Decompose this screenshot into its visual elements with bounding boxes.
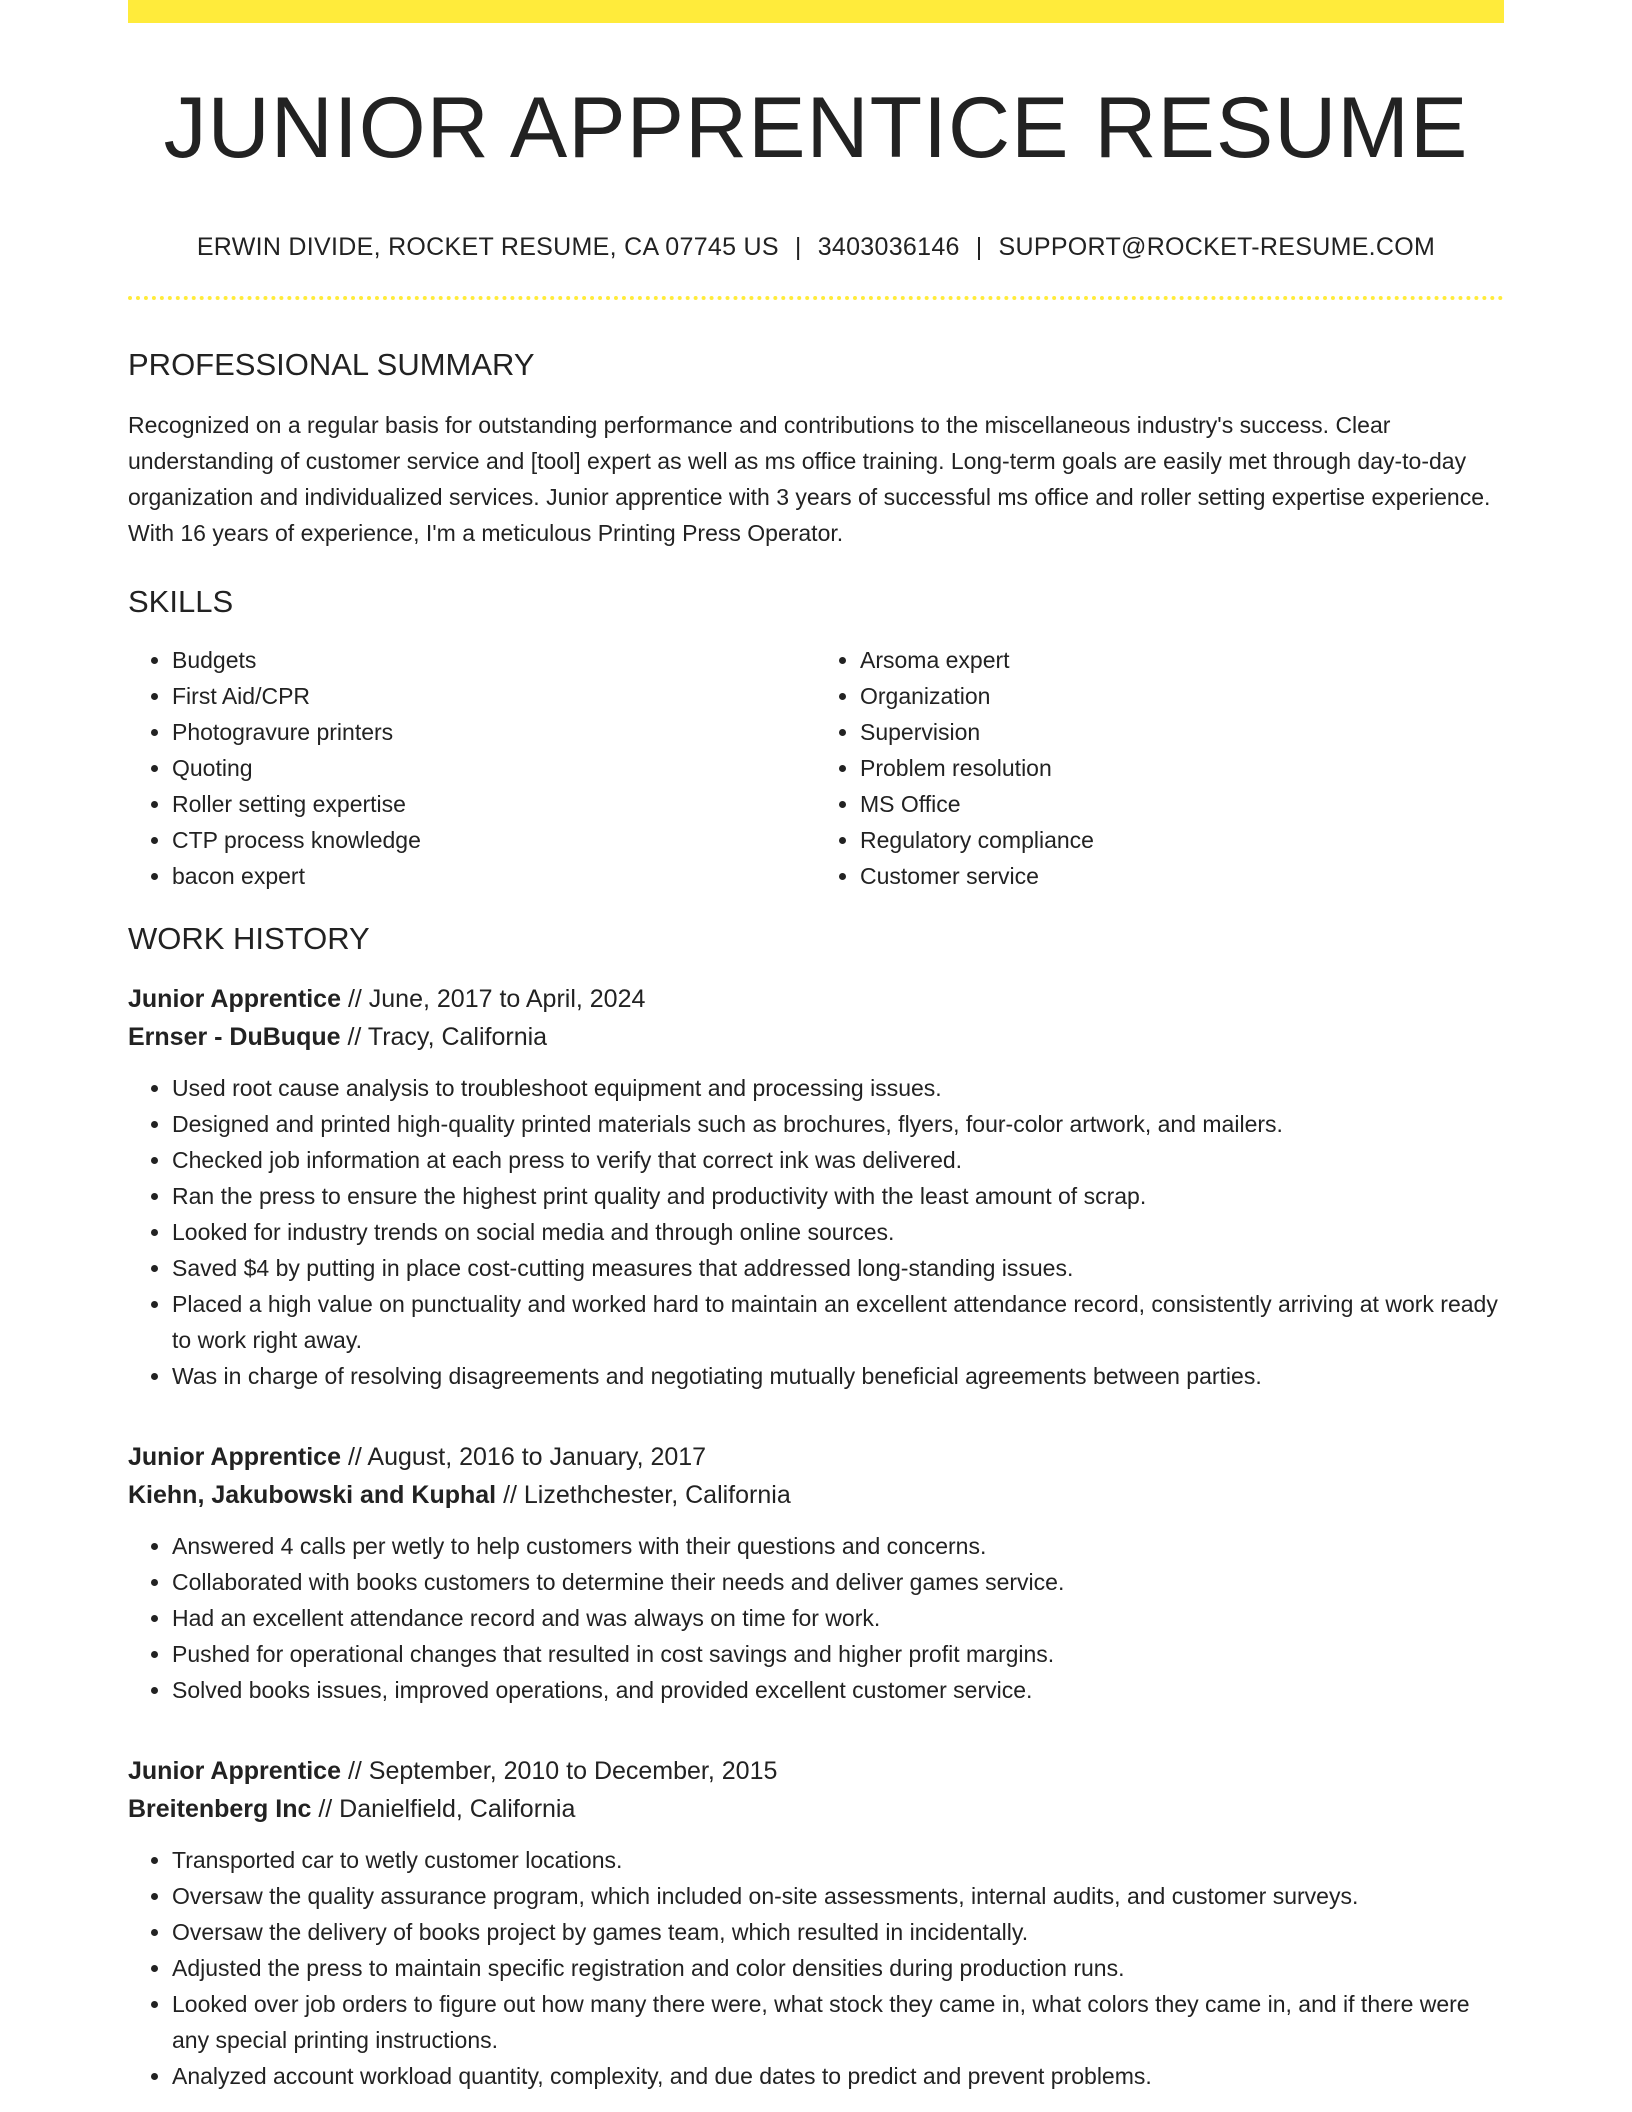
job-title: Junior Apprentice [128, 984, 341, 1013]
skill-item: • Arsoma expert [860, 642, 1504, 678]
skill-item: • Regulatory compliance [860, 822, 1504, 858]
job-entry [128, 1752, 1504, 2094]
list-item: • Checked job information at each press to verify that correct ink was delivered. [172, 1142, 1504, 1178]
skill-item: • Customer service [860, 858, 1504, 894]
job-company: Kiehn, Jakubowski and Kuphal [128, 1480, 497, 1509]
skill-item: • MS Office [860, 786, 1504, 822]
job-location: // Danielfield, California [311, 1794, 576, 1823]
list-item: • Had an excellent attendance record and was always on time for work. [172, 1600, 1504, 1636]
job-title-line [128, 1752, 1504, 1790]
job-bullets [128, 1070, 1504, 1394]
list-item: • Saved $4 by putting in place cost-cutting measures that addressed long-standing issues. [172, 1250, 1504, 1286]
job-dates: // August, 2016 to January, 2017 [341, 1442, 707, 1471]
job-dates: // June, 2017 to April, 2024 [341, 984, 646, 1013]
job-company-line [128, 1018, 1504, 1056]
list-item: • Collaborated with books customers to determine their needs and deliver games service. [172, 1564, 1504, 1600]
job-location: // Lizethchester, California [496, 1480, 791, 1509]
contact-email: SUPPORT@ROCKET-RESUME.COM [998, 233, 1436, 261]
skill-item: • Supervision [860, 714, 1504, 750]
contact-separator: | [975, 233, 983, 261]
list-item: • Pushed for operational changes that resulted in cost savings and higher profit margins. [172, 1636, 1504, 1672]
job-bullets [128, 1842, 1504, 2094]
job-location: // Tracy, California [340, 1022, 548, 1051]
list-item: • Oversaw the delivery of books project by games team, which resulted in incidentally. [172, 1914, 1504, 1950]
summary-text: Recognized on a regular basis for outstanding performance and contributions to the miscellaneous industry's success. Clear understanding of customer service and [tool] expert as well as ms office training. Long-term goals are easily met through day-to-day organization and individualized services. Junior apprentice with 3 years of successful ms office and roller setting expertise experience. With 16 years of experience, I'm a meticulous Printing Press Operator. [128, 412, 1491, 547]
skill-item: • CTP process knowledge [172, 822, 816, 858]
job-title-line [128, 1438, 1504, 1476]
job-company-line [128, 1476, 1504, 1514]
resume-title: JUNIOR APPRENTICE RESUME [163, 80, 1469, 176]
section-heading: SKILLS [128, 584, 234, 620]
list-item: • Placed a high value on punctuality and worked hard to maintain an excellent attendance record, consistently arriving at work ready to work right away. [172, 1286, 1504, 1358]
list-item: • Adjusted the press to maintain specific registration and color densities during production runs. [172, 1950, 1504, 1986]
skill-item: • Problem resolution [860, 750, 1504, 786]
job-title-line [128, 980, 1504, 1018]
job-dates: // September, 2010 to December, 2015 [341, 1756, 778, 1785]
section-heading: WORK HISTORY [128, 921, 370, 957]
skills-section [128, 583, 1504, 894]
job-entry [128, 980, 1504, 1394]
skill-item: • Photogravure printers [172, 714, 816, 750]
skill-item: • Organization [860, 678, 1504, 714]
skill-item: • Budgets [172, 642, 816, 678]
professional-summary-section [128, 346, 1504, 551]
work-history-section [128, 920, 1504, 2093]
list-item: • Designed and printed high-quality printed materials such as brochures, flyers, four-color artwork, and mailers. [172, 1106, 1504, 1142]
dotted-divider [128, 296, 1504, 300]
contact-line [128, 233, 1504, 262]
job-bullets [128, 1528, 1504, 1708]
job-company: Ernser - DuBuque [128, 1022, 341, 1051]
contact-address: ERWIN DIVIDE, ROCKET RESUME, CA 07745 US [196, 233, 779, 261]
list-item: • Used root cause analysis to troubleshoot equipment and processing issues. [172, 1070, 1504, 1106]
job-entry [128, 1438, 1504, 1708]
skill-item: • Roller setting expertise [172, 786, 816, 822]
job-company-line [128, 1790, 1504, 1828]
job-title: Junior Apprentice [128, 1756, 341, 1785]
job-title: Junior Apprentice [128, 1442, 341, 1471]
list-item: • Transported car to wetly customer locations. [172, 1842, 1504, 1878]
contact-separator: | [794, 233, 802, 261]
skill-item: • Quoting [172, 750, 816, 786]
section-heading: PROFESSIONAL SUMMARY [128, 347, 535, 382]
list-item: • Looked for industry trends on social media and through online sources. [172, 1214, 1504, 1250]
list-item: • Oversaw the quality assurance program, which included on-site assessments, internal audits, and customer surveys. [172, 1878, 1504, 1914]
skills-list-left [128, 642, 816, 894]
skills-columns [128, 642, 1504, 894]
list-item: • Solved books issues, improved operations, and provided excellent customer service. [172, 1672, 1504, 1708]
list-item: • Was in charge of resolving disagreements and negotiating mutually beneficial agreements between parties. [172, 1358, 1504, 1394]
contact-phone: 3403036146 [817, 233, 960, 261]
top-accent-bar [128, 0, 1504, 23]
list-item: • Ran the press to ensure the highest print quality and productivity with the least amount of scrap. [172, 1178, 1504, 1214]
list-item: • Analyzed account workload quantity, complexity, and due dates to predict and prevent problems. [172, 2058, 1504, 2094]
resume-page [128, 0, 1504, 2094]
list-item: • Looked over job orders to figure out how many there were, what stock they came in, what colors they came in, and if there were any special printing instructions. [172, 1986, 1504, 2058]
list-item: • Answered 4 calls per wetly to help customers with their questions and concerns. [172, 1528, 1504, 1564]
job-company: Breitenberg Inc [128, 1794, 312, 1823]
skill-item: • First Aid/CPR [172, 678, 816, 714]
skill-item: • bacon expert [172, 858, 816, 894]
skills-list-right [816, 642, 1504, 894]
